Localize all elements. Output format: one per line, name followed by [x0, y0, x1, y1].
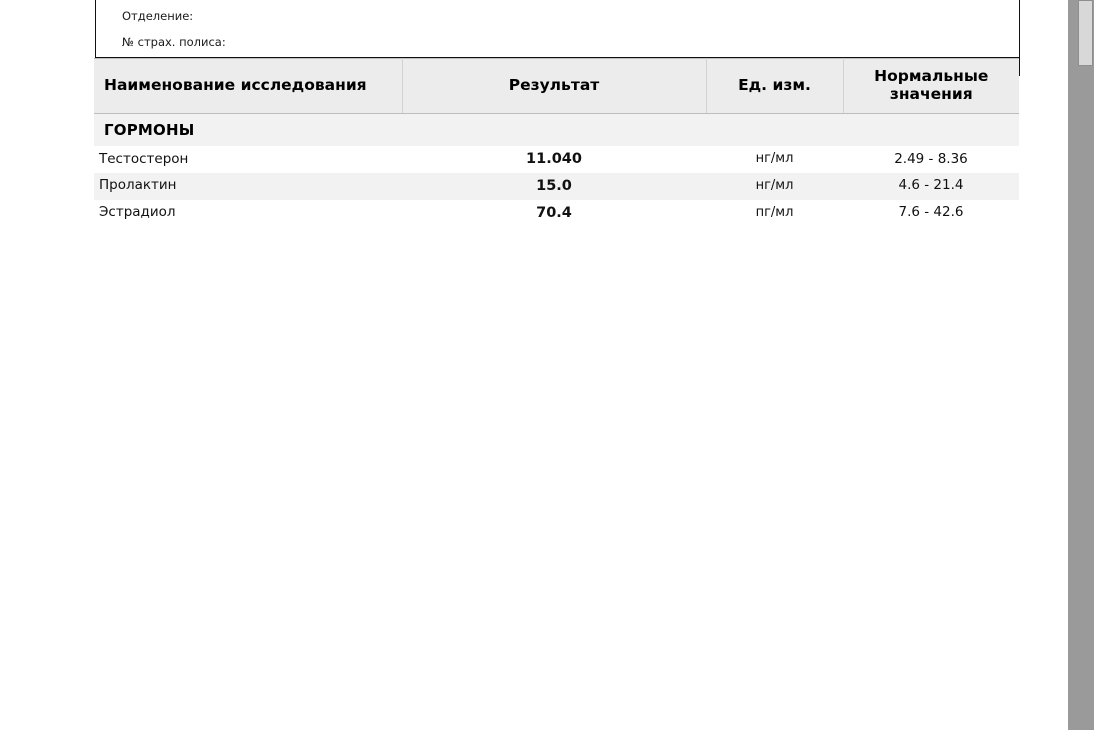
row-result: 15.0: [402, 173, 706, 200]
row-normal-values: 2.49 - 8.36: [894, 150, 968, 167]
header-field-department: Отделение:: [122, 9, 194, 23]
row-result: 70.4: [536, 204, 572, 221]
table-group-header: [94, 113, 1019, 146]
table-row: [94, 146, 1019, 173]
lab-results-table: [94, 58, 1019, 226]
row-result: 11.040: [526, 150, 582, 167]
column-header-result: Результат: [402, 59, 706, 114]
row-normal-values: 4.6 - 21.4: [843, 173, 1019, 200]
row-name: Эстрадиол: [99, 204, 176, 221]
row-normal-values: 7.6 - 42.6: [898, 204, 964, 221]
patient-header-box: [95, 0, 1020, 58]
row-name: Пролактин: [94, 173, 402, 200]
table-header-row: [94, 59, 1019, 114]
column-header-unit: Ед. изм.: [706, 59, 843, 114]
table-row: [94, 173, 1019, 200]
scrollbar-track[interactable]: [1068, 0, 1094, 730]
row-name: Тестостерон: [99, 150, 189, 167]
header-field-insurance-policy: № страх. полиса:: [122, 35, 226, 49]
column-header-normal-values: Нормальные значения: [843, 59, 1019, 114]
scrollbar-thumb[interactable]: [1078, 0, 1093, 66]
row-unit: нг/мл: [755, 150, 794, 166]
row-unit: пг/мл: [755, 204, 794, 220]
column-header-name: Наименование исследования: [94, 59, 402, 114]
row-unit: нг/мл: [706, 173, 843, 200]
table-row: [94, 200, 1019, 227]
group-title-hormones: ГОРМОНЫ: [94, 113, 1019, 146]
